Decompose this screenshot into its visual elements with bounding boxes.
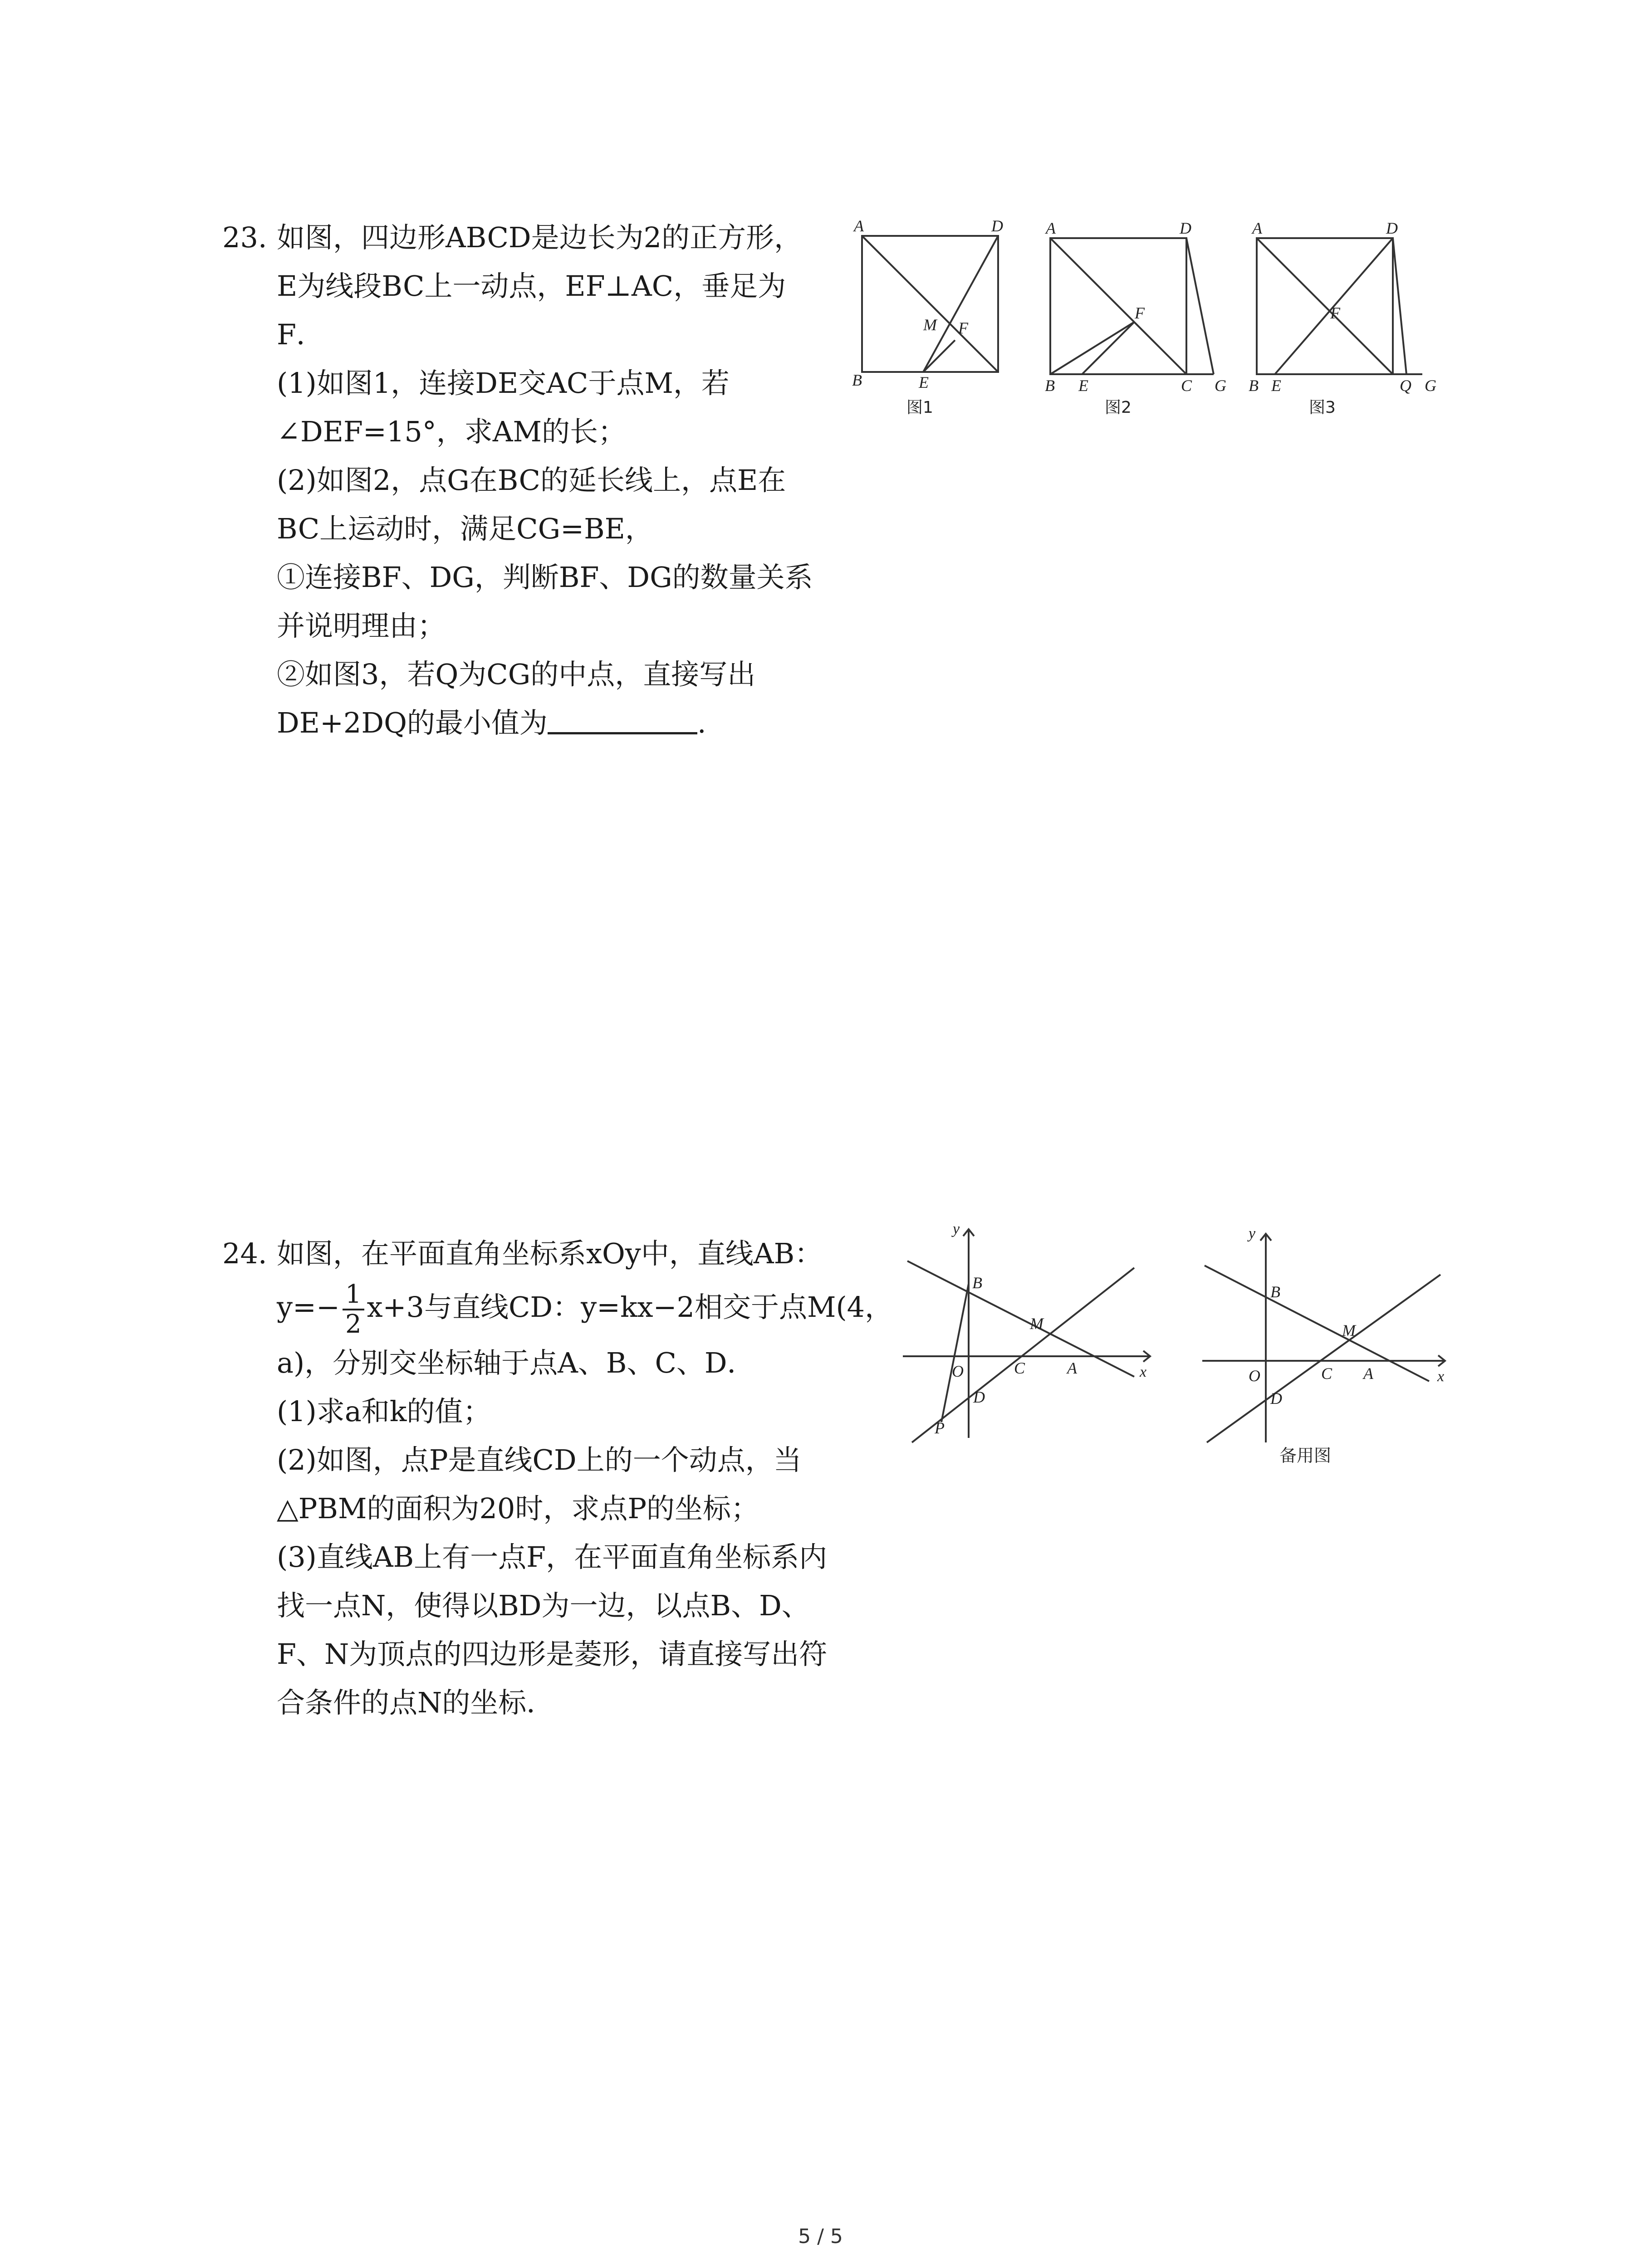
q24-line: F、N为顶点的四边形是菱形，请直接写出符 (277, 1637, 828, 1671)
q23-line: ②如图3，若Q为CG的中点，直接写出 (277, 658, 756, 691)
fraction-denominator: 2 (345, 1309, 362, 1339)
q24-line: a)，分别交坐标轴于点A、B、C、D． (277, 1346, 755, 1379)
question-24 (222, 1229, 893, 1727)
q23-line: ①连接BF、DG，判断BF、DG的数量关系 (277, 561, 813, 594)
q23-line: (2)如图2，点G在BC的延长线上，点E在 (277, 464, 786, 497)
q24-line: (2)如图，点P是直线CD上的一个动点，当 (277, 1443, 802, 1476)
point-label: B (852, 371, 862, 389)
q24-line: 合条件的点N的坐标． (277, 1686, 555, 1719)
q24-text: 如图，在平面直角坐标系xOy中，直线AB： (277, 1237, 823, 1270)
point-label: B (1249, 376, 1259, 395)
point-label: A (1046, 219, 1056, 237)
q23-line: E为线段BC上一动点，EF⊥AC，垂足为 (277, 269, 786, 303)
q23-text: . (697, 706, 706, 739)
point-label: M (1342, 1321, 1356, 1339)
point-label: Q (1400, 376, 1411, 395)
point-label: A (1067, 1359, 1077, 1377)
axis-label: y (1249, 1225, 1256, 1242)
fraction (343, 1281, 364, 1339)
q23-text: 如图，四边形ABCD是边长为2的正方形， (277, 221, 803, 254)
q24-line: (3)直线AB上有一点F，在平面直角坐标系内 (277, 1540, 828, 1574)
point-label: D (1180, 219, 1191, 237)
point-label: F (1330, 304, 1340, 322)
fraction-numerator: 1 (343, 1281, 364, 1310)
point-label: B (1270, 1283, 1280, 1301)
q23-line: ∠DEF=15°，求AM的长； (277, 415, 627, 448)
point-label: C (1321, 1364, 1332, 1383)
point-label: O (952, 1362, 964, 1380)
point-label: M (1030, 1315, 1043, 1333)
point-label: E (919, 373, 929, 391)
axis-label: x (1140, 1364, 1147, 1380)
point-label: C (1181, 376, 1192, 395)
point-label: D (1270, 1389, 1282, 1408)
q23-line: BC上运动时，满足CG=BE， (277, 512, 653, 545)
point-label: B (972, 1274, 982, 1292)
question-23 (222, 213, 813, 747)
q23-figure-1 (844, 213, 1016, 431)
q24-figure (898, 1220, 1161, 1456)
point-label: D (973, 1388, 985, 1406)
point-label: F (1135, 304, 1145, 322)
question-number: 23. (222, 221, 267, 254)
point-label: E (1271, 376, 1281, 395)
axis-label: x (1437, 1368, 1445, 1385)
answer-blank[interactable] (548, 704, 697, 734)
figure-caption: 图1 (906, 398, 933, 417)
q23-line (222, 699, 813, 747)
q24-line: 找一点N，使得以BD为一边，以点B、D、 (277, 1589, 810, 1622)
point-label: M (923, 316, 937, 334)
q23-figure-2 (1037, 213, 1236, 431)
q23-line: F． (277, 318, 325, 351)
point-label: G (1215, 376, 1226, 395)
point-label: B (1045, 376, 1055, 395)
point-label: D (991, 217, 1003, 235)
q23-figure-3 (1243, 213, 1452, 431)
figure-caption: 图3 (1309, 398, 1336, 417)
point-label: A (854, 217, 864, 235)
point-label: F (958, 319, 968, 337)
axis-label: y (953, 1221, 960, 1237)
figure-caption: 图2 (1105, 398, 1132, 417)
point-label: C (1014, 1359, 1025, 1377)
q24-text: x+3与直线CD：y=kx−2相交于点M(4， (367, 1290, 893, 1324)
page-number: 5 / 5 (798, 2225, 843, 2248)
q23-line: (1)如图1，连接DE交AC于点M，若 (277, 367, 730, 400)
q23-text: DE+2DQ的最小值为 (277, 706, 548, 739)
q23-line: 并说明理由； (277, 609, 446, 642)
q24-spare-figure (1198, 1225, 1456, 1479)
point-label: D (1386, 219, 1398, 237)
q23-line (222, 213, 813, 262)
q24-line (222, 1229, 893, 1278)
point-label: P (935, 1419, 945, 1437)
point-label: O (1249, 1367, 1260, 1385)
q24-line: △PBM的面积为20时，求点P的坐标； (277, 1491, 759, 1525)
point-label: E (1078, 376, 1088, 395)
question-number: 24. (222, 1237, 267, 1270)
point-label: G (1425, 376, 1436, 395)
figure-caption: 备用图 (1279, 1446, 1332, 1466)
q24-line (222, 1278, 893, 1339)
point-label: A (1252, 219, 1262, 237)
q24-line: (1)求a和k的值； (277, 1394, 491, 1428)
q24-text: y=− (277, 1290, 340, 1324)
point-label: A (1363, 1364, 1373, 1383)
